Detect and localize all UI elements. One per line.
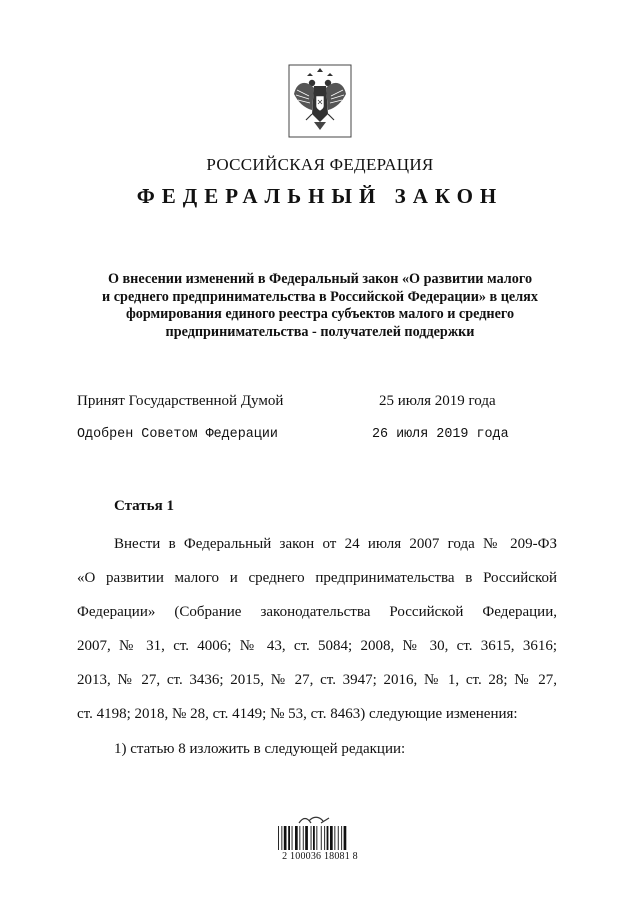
article-heading: Статья 1 [114,498,174,514]
publisher-logo-icon [297,815,331,825]
article-text-line: Федерации» (Собрание законодательства Российской Федерации, [77,604,557,620]
article-text-line: 2007, № 31, ст. 4006; № 43, ст. 5084; 2008, № 30, ст. 3615, 3616; [77,638,557,654]
barcode-number: 2 100036 18081 8 [282,851,358,862]
article-text-line: ст. 4198; 2018, № 28, ст. 4149; № 53, ст. 8463) следующие изменения: [77,706,518,722]
law-type-heading: ФЕДЕРАЛЬНЫЙ ЗАКОН [136,184,504,208]
law-title-line: О внесении изменений в Федеральный закон «О развитии малого [107,271,533,287]
country-name: РОССИЙСКАЯ ФЕДЕРАЦИЯ [206,155,434,174]
state-emblem-icon [288,64,352,138]
approved-by-council-label: Одобрен Советом Федерации [77,427,278,442]
article-text-line: 1) статью 8 изложить в следующей редакции: [114,741,406,757]
law-title [70,271,570,341]
article-text-line: 2013, № 27, ст. 3436; 2015, № 27, ст. 3947; 2016, № 1, ст. 28; № 27, [77,672,557,688]
law-title-line: и среднего предпринимательства в Российской Федерации» в целях [102,288,538,305]
approved-by-council-date: 26 июля 2019 года [372,427,509,442]
adopted-by-duma-label: Принят Государственной Думой [77,393,284,409]
law-title-line: формирования единого реестра субъектов малого и среднего [125,306,515,322]
article-text-line: «О развитии малого и среднего предпринимательства в Российской [77,570,557,586]
adopted-by-duma-date: 25 июля 2019 года [379,393,496,409]
article-text-line: Внести в Федеральный закон от 24 июля 2007 года № 209-ФЗ [114,536,557,552]
law-title-line: предпринимательства - получателей поддержки [165,323,475,340]
